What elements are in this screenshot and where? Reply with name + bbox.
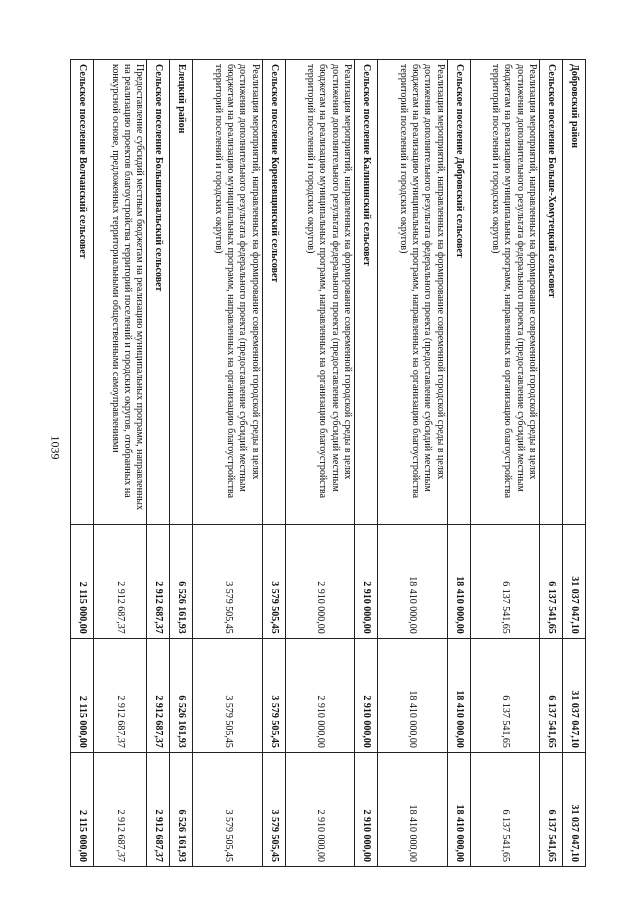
value-cell-year-2: 6 137 541,65 (470, 638, 539, 752)
table-row-total (262, 60, 285, 867)
value-cell-year-3: 31 037 047,10 (562, 752, 585, 866)
value-cell-year-2: 2 912 687,37 (147, 638, 170, 752)
row-name-cell: Сельское поселение Большеизвальский сельсовет (147, 60, 170, 525)
table-row (285, 60, 354, 867)
value-cell-year-1: 2 115 000,00 (71, 524, 94, 638)
value-cell-year-2: 3 579 505,45 (193, 638, 262, 752)
value-cell-year-3: 2 910 000,00 (285, 752, 354, 866)
table-row (470, 60, 539, 867)
value-cell-year-2: 31 037 047,10 (562, 638, 585, 752)
row-name-cell: Сельское поселение Волчанский сельсовет (71, 60, 94, 525)
table-row-total (355, 60, 378, 867)
table-row-total (562, 60, 585, 867)
value-cell-year-2: 2 912 687,37 (94, 638, 147, 752)
value-cell-year-1: 2 912 687,37 (147, 524, 170, 638)
value-cell-year-1: 2 910 000,00 (355, 524, 378, 638)
table-row (193, 60, 262, 867)
value-cell-year-3: 18 410 000,00 (378, 752, 447, 866)
value-cell-year-2: 2 910 000,00 (355, 638, 378, 752)
value-cell-year-1: 6 526 161,93 (170, 524, 193, 638)
table-row-total (71, 60, 94, 867)
row-name-cell: Предоставление субсидий местным бюджетам на реализацию муниципальных программ, направленных на реализацию проектов благоустройства территорий поселений и городских округов, отобранных на конкурсной основе, предложенных территориальными общественными самоуправлениями (94, 60, 147, 525)
table-row-total (447, 60, 470, 867)
value-cell-year-3: 6 526 161,93 (170, 752, 193, 866)
value-cell-year-2: 3 579 505,45 (262, 638, 285, 752)
value-cell-year-1: 2 912 687,37 (94, 524, 147, 638)
row-name-cell: Сельское поселение Больше-Хомутецкий сельсовет (539, 60, 562, 525)
budget-table-body (71, 60, 586, 867)
page-number: 1039 (48, 435, 63, 460)
value-cell-year-3: 18 410 000,00 (447, 752, 470, 866)
value-cell-year-2: 6 137 541,65 (539, 638, 562, 752)
budget-table (70, 59, 586, 867)
value-cell-year-1: 3 579 505,45 (193, 524, 262, 638)
value-cell-year-2: 18 410 000,00 (447, 638, 470, 752)
value-cell-year-1: 31 037 047,10 (562, 524, 585, 638)
value-cell-year-1: 18 410 000,00 (447, 524, 470, 638)
rotated-table-wrapper (70, 59, 586, 867)
value-cell-year-2: 2 115 000,00 (71, 638, 94, 752)
value-cell-year-3: 2 912 687,37 (147, 752, 170, 866)
value-cell-year-3: 6 137 541,65 (470, 752, 539, 866)
row-name-cell: Добровский район (562, 60, 585, 525)
value-cell-year-3: 3 579 505,45 (262, 752, 285, 866)
row-name-cell: Сельское поселение Калининский сельсовет (355, 60, 378, 525)
value-cell-year-2: 18 410 000,00 (378, 638, 447, 752)
table-row-total (170, 60, 193, 867)
table-row (94, 60, 147, 867)
value-cell-year-2: 2 910 000,00 (285, 638, 354, 752)
value-cell-year-1: 18 410 000,00 (378, 524, 447, 638)
row-name-cell: Реализация мероприятий, направленных на формирование современной городской среды в целях достижения дополнительного результата федерального проекта (предоставление субсидий местным бюджетам на реализацию муниципальных программ, направленных на организацию благоустройства территорий поселений и городских округов) (470, 60, 539, 525)
table-row (378, 60, 447, 867)
table-row-total (147, 60, 170, 867)
value-cell-year-3: 3 579 505,45 (193, 752, 262, 866)
value-cell-year-1: 3 579 505,45 (262, 524, 285, 638)
row-name-cell: Реализация мероприятий, направленных на формирование современной городской среды в целях достижения дополнительного результата федерального проекта (предоставление субсидий местным бюджетам на реализацию муниципальных программ, направленных на организацию благоустройства территорий поселений и городских округов) (193, 60, 262, 525)
value-cell-year-3: 2 912 687,37 (94, 752, 147, 866)
value-cell-year-2: 6 526 161,93 (170, 638, 193, 752)
value-cell-year-3: 2 910 000,00 (355, 752, 378, 866)
row-name-cell: Елецкий район (170, 60, 193, 525)
row-name-cell: Сельское поселение Кореневщинский сельсовет (262, 60, 285, 525)
value-cell-year-1: 2 910 000,00 (285, 524, 354, 638)
rotated-page (70, 59, 586, 867)
value-cell-year-3: 6 137 541,65 (539, 752, 562, 866)
value-cell-year-1: 6 137 541,65 (470, 524, 539, 638)
row-name-cell: Реализация мероприятий, направленных на формирование современной городской среды в целях достижения дополнительного результата федерального проекта (предоставление субсидий местным бюджетам на реализацию муниципальных программ, направленных на организацию благоустройства территорий поселений и городских округов) (285, 60, 354, 525)
row-name-cell: Реализация мероприятий, направленных на формирование современной городской среды в целях достижения дополнительного результата федерального проекта (предоставление субсидий местным бюджетам на реализацию муниципальных программ, направленных на организацию благоустройства территорий поселений и городских округов) (378, 60, 447, 525)
row-name-cell: Сельское поселение Добровский сельсовет (447, 60, 470, 525)
table-row-total (539, 60, 562, 867)
value-cell-year-3: 2 115 000,00 (71, 752, 94, 866)
value-cell-year-1: 6 137 541,65 (539, 524, 562, 638)
